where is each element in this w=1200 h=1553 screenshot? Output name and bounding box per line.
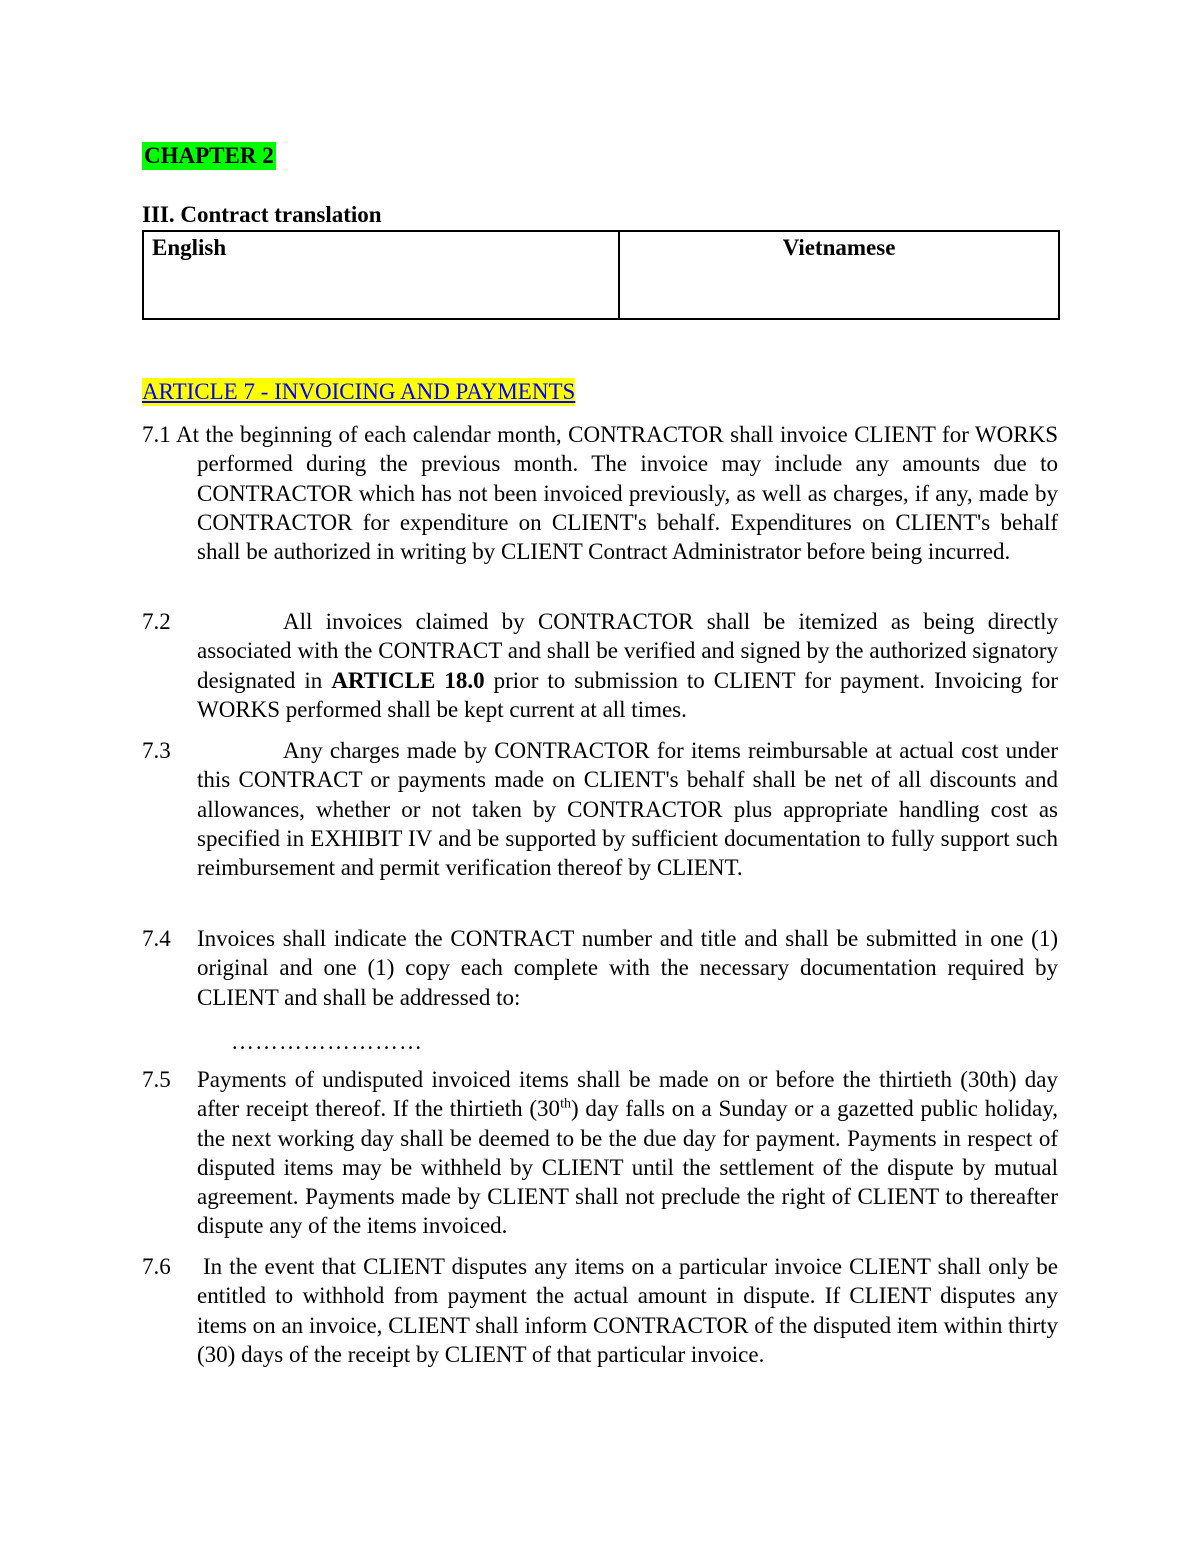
section-title: III. Contract translation [142, 202, 382, 227]
clause-number: 7.3 [142, 738, 171, 763]
clause-body: All invoices claimed by CONTRACTOR shall be itemized as being directly associated with the CONTRACT and shall be verified and signed by the authorized signatory designated in ARTICLE 18.0 prior to submission to CLIENT for payment. Invoicing for WORKS performed shall be kept current at all times. [197, 609, 1058, 722]
ordinal-suffix: th [560, 1096, 571, 1112]
clause-7-5 [142, 1065, 1058, 1241]
clause-7-4 [142, 924, 1058, 1012]
clause-7-2 [142, 607, 1058, 724]
translation-table [142, 230, 1060, 320]
column-header-english: English [143, 231, 619, 319]
clause-7-1 [142, 420, 1058, 566]
clause-7-3 [142, 736, 1058, 882]
clause-number: 7.1 [142, 422, 176, 447]
article-reference: ARTICLE 18.0 [331, 667, 485, 693]
address-placeholder: …………………… [231, 1029, 423, 1054]
clause-7-6 [142, 1252, 1058, 1369]
clause-number: 7.6 [142, 1254, 171, 1279]
clause-number: 7.2 [142, 609, 171, 634]
chapter-heading: CHAPTER 2 [144, 143, 274, 168]
clause-body: At the beginning of each calendar month, CONTRACTOR shall invoice CLIENT for WORKS performed during the previous month. The invoice may include any amounts due to CONTRACTOR which has not been invoiced previously, as well as charges, if any, made by CONTRACTOR for expenditure on CLIENT's behalf. Expenditures on CLIENT's behalf shall be authorized in writing by CLIENT Contract Administrator before being incurred. [175, 422, 1058, 565]
clause-7-1-text [142, 420, 1058, 566]
clause-body: Invoices shall indicate the CONTRACT number and title and shall be submitted in one (1) original and one (1) copy each complete with the necessary documentation required by CLIENT and shall be addressed to: [197, 926, 1058, 1010]
column-header-vietnamese: Vietnamese [619, 231, 1059, 319]
clause-number: 7.5 [142, 1067, 171, 1092]
clause-number: 7.4 [142, 926, 171, 951]
clause-body: In the event that CLIENT disputes any items on a particular invoice CLIENT shall only be entitled to withhold from payment the actual amount in dispute. If CLIENT disputes any items on an invoice, CLIENT shall inform CONTRACTOR of the disputed item within thirty (30) days of the receipt by CLIENT of that particular invoice. [197, 1254, 1058, 1367]
clause-body: Payments of undisputed invoiced items shall be made on or before the thirtieth (30th) day after receipt thereof. If the thirtieth (30th) day falls on a Sunday or a gazetted public holiday, the next working day shall be deemed to be the due day for payment. Payments in respect of disputed items may be withheld by CLIENT until the settlement of the dispute by mutual agreement. Payments made by CLIENT shall not preclude the right of CLIENT to thereafter dispute any of the items invoiced. [197, 1067, 1058, 1239]
article-title: ARTICLE 7 - INVOICING AND PAYMENTS [142, 379, 576, 404]
clause-body: Any charges made by CONTRACTOR for items reimbursable at actual cost under this CONTRACT or payments made on CLIENT's behalf shall be net of all discounts and allowances, whether or not taken by CONTRACTOR plus appropriate handling cost as specified in EXHIBIT IV and be supported by sufficient documentation to fully support such reimbursement and permit verification thereof by CLIENT. [197, 738, 1058, 881]
